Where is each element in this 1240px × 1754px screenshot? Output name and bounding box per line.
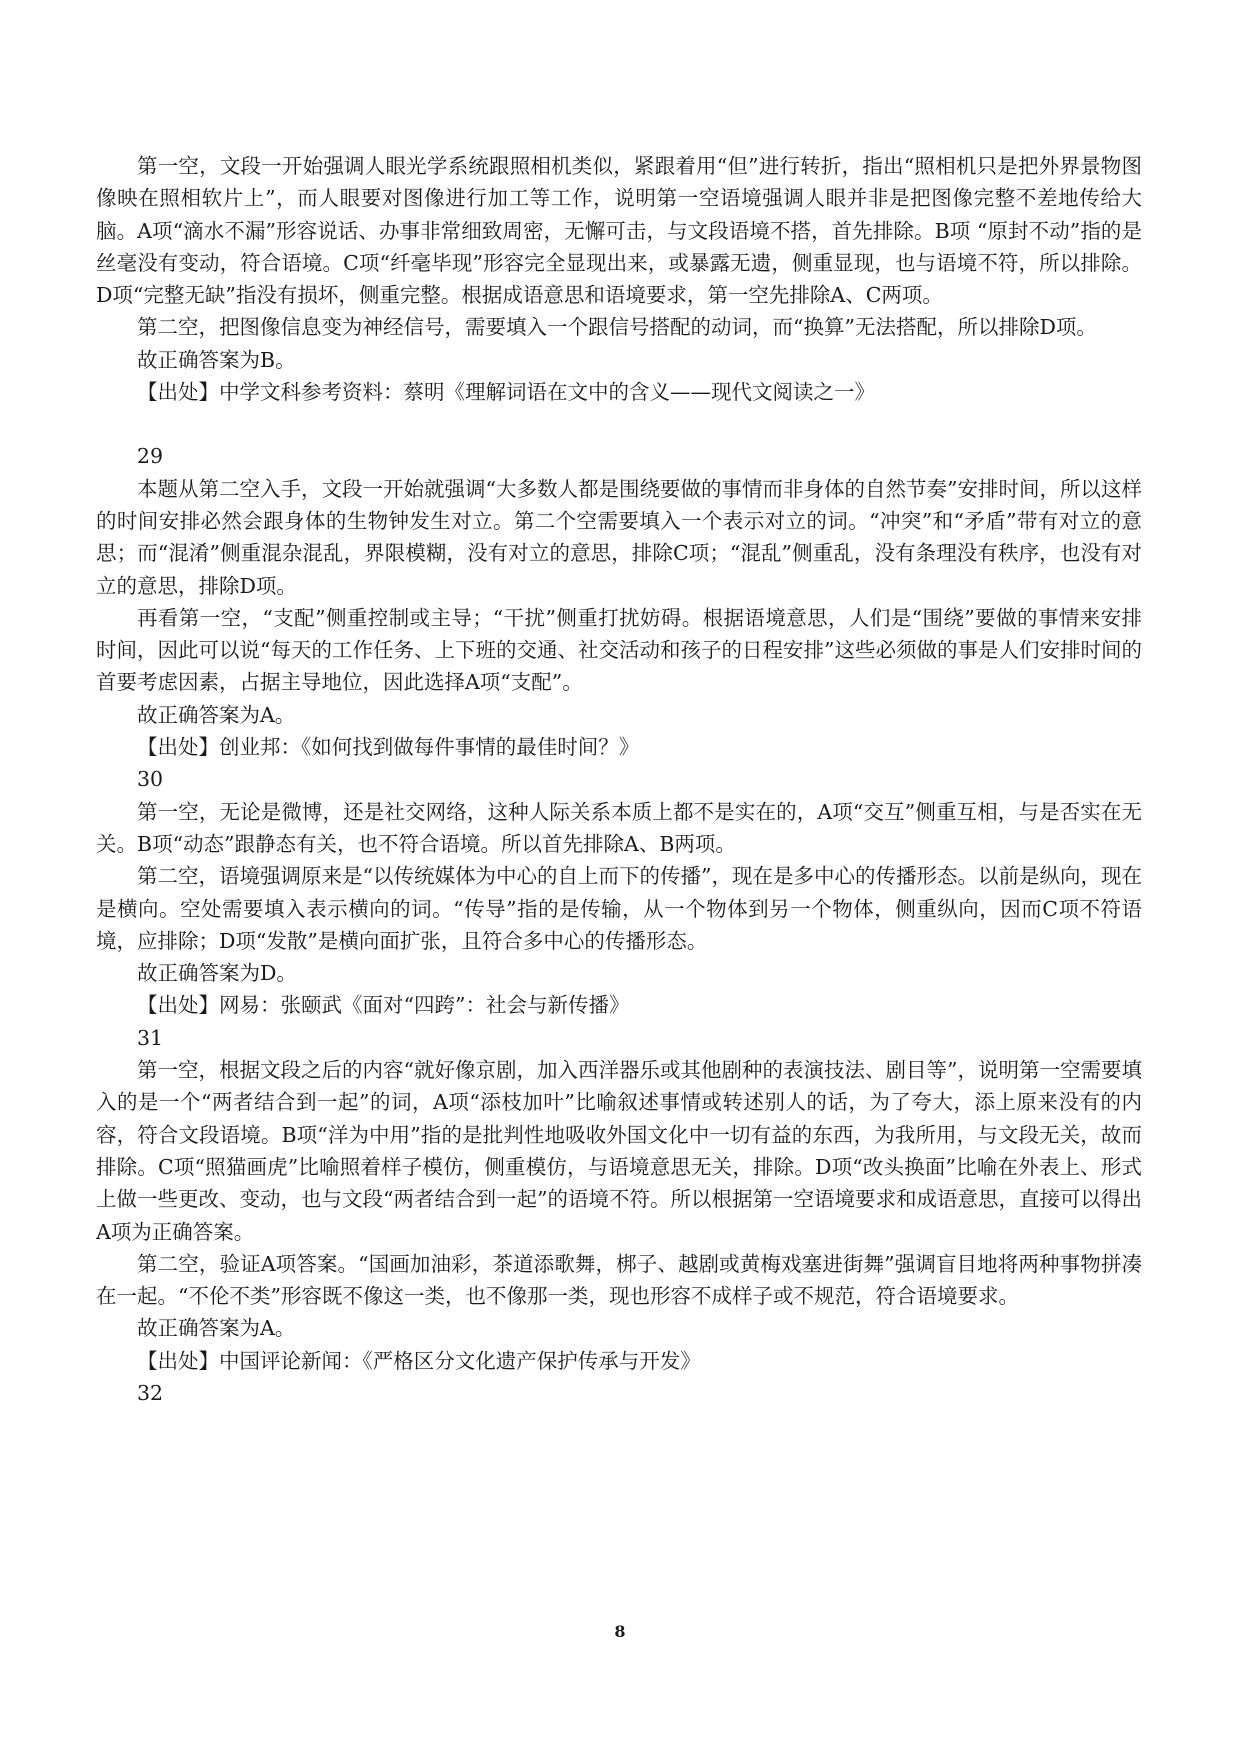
q29-source: 【出处】创业邦：《如何找到做每件事情的最佳时间？》 [137,735,640,760]
q29-paragraph-2: 再看第一空，“支配”侧重控制或主导；“干扰”侧重打扰妨碍。根据语境意思，人们是“围绕”要做的事情来安排时间，因此可以说“每天的工作任务、上下班的交通、社交活动和孩子的日程安排”这些必须做的事是人们安排时间的首要考虑因素，占据主导地位，因此选择A项“支配”。 [96,605,1142,695]
q31-paragraph-2: 第二空，验证A项答案。“国画加油彩，茶道添歌舞，梆子、越剧或黄梅戏塞进街舞”强调盲目地将两种事物拼凑在一起。“不伦不类”形容既不像这一类，也不像那一类，现也形容不成样子或不规范，符合语境要求。 [96,1251,1142,1309]
document-body [96,150,1142,1409]
page-number: 8 [614,1622,626,1641]
q29-number: 29 [137,444,164,469]
q31-paragraph-1: 第一空，根据文段之后的内容“就好像京剧，加入西洋器乐或其他剧种的表演技法、剧目等”，说明第一空需要填入的是一个“两者结合到一起”的词，A项“添枝加叶”比喻叙述事情或转述别人的话，为了夸大，添上原来没有的内容，符合文段语境。B项“洋为中用”指的是批判性地吸收外国文化中一切有益的东西，为我所用，与文段无关，故而排除。C项“照猫画虎”比喻照着样子模仿，侧重模仿，与语境意思无关，排除。D项“改头换面”比喻在外表上、形式上做一些更改、变动，也与文段“两者结合到一起”的语境不符。所以根据第一空语境要求和成语意思，直接可以得出A项为正确答案。 [96,1058,1142,1244]
q30-number: 30 [137,767,164,792]
q30-source: 【出处】网易：张颐武《面对“四跨”：社会与新传播》 [137,993,630,1018]
q31-number: 31 [137,1025,164,1050]
q30-paragraph-2: 第二空，语境强调原来是“以传统媒体为中心的自上而下的传播”，现在是多中心的传播形态。以前是纵向，现在是横向。空处需要填入表示横向的词。“传导”指的是传输，从一个物体到另一个物体，侧重纵向，因而C项不符语境，应排除；D项“发散”是横向面扩张，且符合多中心的传播形态。 [96,864,1142,953]
q28-source: 【出处】中学文科参考资料：蔡明《理解词语在文中的含义——现代文阅读之一》 [137,380,875,405]
q30-answer: 故正确答案为D。 [137,961,297,986]
q29-paragraph-1: 本题从第二空入手，文段一开始就强调“大多数人都是围绕要做的事情而非身体的自然节奏”安排时间，所以这样的时间安排必然会跟身体的生物钟发生对立。第二个空需要填入一个表示对立的词。“冲突”和“矛盾”带有对立的意思；而“混淆”侧重混杂混乱，界限模糊，没有对立的意思，排除C项；“混乱”侧重乱，没有条理没有秩序，也没有对立的意思，排除D项。 [96,476,1142,598]
q29-answer: 故正确答案为A。 [137,702,296,727]
q31-source: 【出处】中国评论新闻：《严格区分文化遗产保护传承与开发》 [137,1348,701,1373]
q28-answer: 故正确答案为B。 [137,347,296,372]
q30-paragraph-1: 第一空，无论是微博，还是社交网络，这种人际关系本质上都不是实在的，A项“交互”侧重互相，与是否实在无关。B项“动态”跟静态有关，也不符合语境。所以首先排除A、B两项。 [96,799,1142,856]
q32-number: 32 [137,1380,164,1405]
q28-paragraph-1: 第一空，文段一开始强调人眼光学系统跟照相机类似，紧跟着用“但”进行转折，指出“照相机只是把外界景物图像映在照相软片上”，而人眼要对图像进行加工等工作，说明第一空语境强调人眼并非是把图像完整不差地传给大脑。A项“滴水不漏”形容说话、办事非常细致周密，无懈可击，与文段语境不搭，首先排除。B项 “原封不动”指的是丝毫没有变动，符合语境。C项“纤毫毕现”形容完全显现出来，或暴露无遗，侧重显现，也与语境不符，所以排除。D项“完整无缺”指没有损坏，侧重完整。根据成语意思和语境要求，第一空先排除A、C两项。 [96,154,1142,308]
q31-answer: 故正确答案为A。 [137,1316,296,1341]
q28-paragraph-2: 第二空，把图像信息变为神经信号，需要填入一个跟信号搭配的动词，而“换算”无法搭配，所以排除D项。 [137,315,1097,340]
